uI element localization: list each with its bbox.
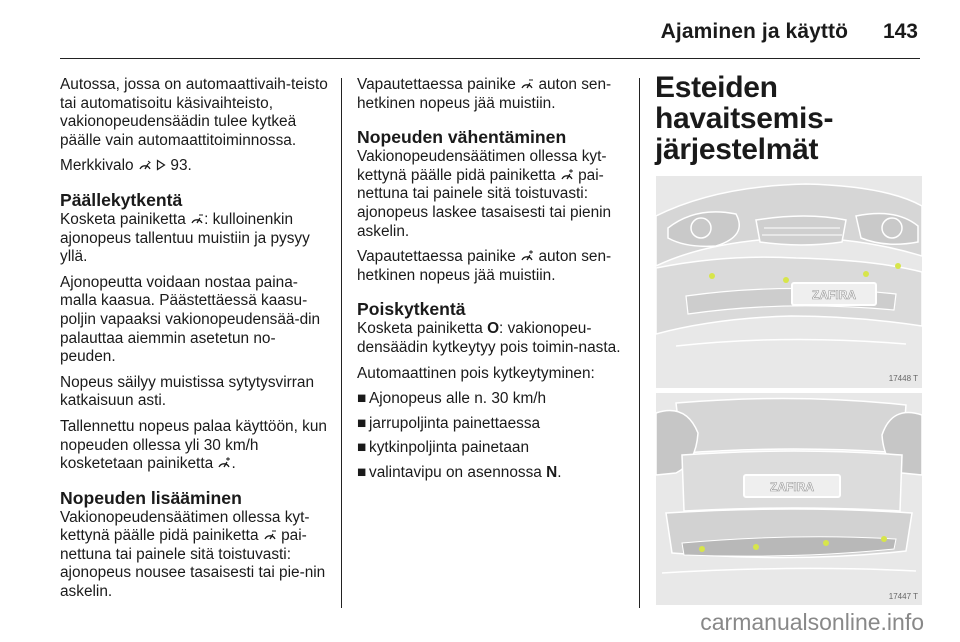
text: kytkinpoljinta painetaan bbox=[369, 439, 530, 457]
figure-code: 17447 T bbox=[888, 592, 918, 601]
figure-code: 17448 T bbox=[888, 374, 918, 383]
list-item bbox=[357, 439, 625, 458]
list-item bbox=[357, 464, 625, 483]
parking-sensor-dot bbox=[823, 540, 829, 546]
cruise-control-plus-icon bbox=[217, 457, 231, 469]
paragraph-resume bbox=[60, 418, 328, 474]
page-reference-arrow-icon bbox=[156, 159, 166, 171]
parking-sensor-dot bbox=[753, 544, 759, 550]
heading-switch-on: Päällekytkentä bbox=[60, 189, 183, 210]
column-divider-2 bbox=[639, 78, 640, 608]
text: . bbox=[557, 463, 562, 481]
paragraph-memory: Nopeus säilyy muistissa sytytysvirran katkaisuun asti. bbox=[60, 373, 315, 410]
text: Vapautettaessa painike bbox=[357, 76, 516, 93]
text: Ajonopeus alle n. 30 km/h bbox=[369, 390, 547, 408]
parking-sensor-dot bbox=[863, 271, 869, 277]
figure-rear-parking-sensors bbox=[656, 393, 922, 605]
paragraph-auto-off: Automaattinen pois kytkeytyminen: bbox=[357, 364, 595, 382]
text: Kosketa painiketta bbox=[60, 210, 186, 228]
figure-front-parking-sensors bbox=[656, 176, 922, 388]
paragraph-decrease-speed bbox=[357, 148, 625, 241]
text: . bbox=[231, 455, 236, 473]
car-rear-illustration bbox=[656, 393, 922, 605]
heading-decrease-speed: Nopeuden vähentäminen bbox=[357, 127, 567, 148]
off-button-icon: O bbox=[487, 320, 500, 338]
bullet-square-icon: ■ bbox=[357, 439, 367, 457]
parking-sensor-dot bbox=[783, 277, 789, 283]
text: auton sen-hetkinen nopeus jää muistiin. bbox=[357, 248, 612, 284]
heading-switch-off: Poiskytkentä bbox=[357, 299, 466, 320]
cruise-control-plus-icon bbox=[520, 250, 534, 262]
text: Tallennettu nopeus palaa käyttöön, kun nopeuden ollessa yli 30 km/h kosketetaan painiketta bbox=[60, 417, 327, 473]
paragraph-switch-on bbox=[60, 211, 328, 267]
paragraph-automatic-transmission: Autossa, jossa on automaattivaih-teisto tai automatisoitu käsivaihteisto, vakionopeudensäädin tulee kytkeä päälle vain automaattitoiminnossa. bbox=[60, 76, 328, 149]
cruise-control-minus-icon bbox=[190, 213, 204, 225]
section-title: Esteiden havaitsemis-järjestelmät bbox=[655, 71, 834, 166]
indicator-text: Merkkivalo bbox=[60, 157, 134, 175]
text: Vakionopeudensäätimen ollessa kyt-kettynä päälle pidä painiketta bbox=[60, 508, 310, 545]
running-title: Ajaminen ja käyttö bbox=[660, 20, 848, 43]
text: Vapautettaessa painike bbox=[357, 248, 516, 266]
text: pai-nettuna tai painele sitä toistuvasti: ajonopeus nousee tasaisesti tai pie-nin askelin. bbox=[60, 527, 326, 601]
cruise-control-minus-icon bbox=[263, 529, 277, 541]
paragraph-switch-off bbox=[357, 320, 625, 357]
heading-increase-speed: Nopeuden lisääminen bbox=[60, 487, 242, 508]
license-plate-text: ZAFIRA bbox=[770, 480, 814, 494]
cruise-control-plus-icon bbox=[560, 169, 574, 181]
text: : kulloinenkin ajonopeus tallentuu muistiin ja pysyy yllä. bbox=[60, 210, 310, 266]
column-1 bbox=[60, 76, 328, 609]
text: auton sen-hetkinen nopeus jää muistiin. bbox=[357, 76, 612, 112]
text: Vakionopeudensäätimen ollessa kyt-kettynä päälle pidä painiketta bbox=[357, 148, 607, 184]
parking-sensor-dot bbox=[699, 546, 705, 552]
column-2 bbox=[357, 76, 625, 489]
paragraph-release-store bbox=[357, 76, 625, 113]
parking-sensor-dot bbox=[895, 263, 901, 269]
text: valintavipu on asennossa bbox=[369, 463, 542, 481]
license-plate-text: ZAFIRA bbox=[812, 288, 856, 302]
car-front-illustration bbox=[656, 176, 922, 388]
list-item bbox=[357, 390, 625, 409]
list-item bbox=[357, 415, 625, 434]
bullet-square-icon: ■ bbox=[357, 390, 367, 408]
paragraph-accelerate: Ajonopeutta voidaan nostaa paina-malla kaasua. Päästettäessä kaasu-poljin vapaaksi vakionopeudensää-din palauttaa aiemmin asetetun no-peuden. bbox=[60, 273, 321, 366]
page-header bbox=[0, 0, 960, 58]
gear-position-n: N bbox=[546, 463, 558, 481]
page-number: 143 bbox=[882, 20, 918, 43]
paragraph-release-store-2 bbox=[357, 248, 625, 285]
column-divider-1 bbox=[341, 78, 342, 608]
watermark: carmanualsonline.info bbox=[700, 609, 924, 635]
auto-off-list bbox=[357, 390, 625, 482]
page-reference: 93. bbox=[170, 157, 192, 175]
paragraph-increase-speed bbox=[60, 509, 328, 602]
text: Kosketa painiketta bbox=[357, 320, 483, 338]
cruise-control-minus-icon bbox=[520, 78, 534, 90]
bullet-square-icon: ■ bbox=[357, 414, 367, 432]
bullet-square-icon: ■ bbox=[357, 463, 367, 481]
cruise-control-icon bbox=[138, 159, 152, 171]
paragraph-indicator bbox=[60, 157, 328, 176]
text: : vakionopeu-densäädin kytkeytyy pois toimin-nasta. bbox=[357, 320, 621, 356]
text: pai-nettuna tai painele sitä toistuvasti: ajonopeus laskee tasaisesti tai pienin askelin. bbox=[357, 166, 612, 240]
text: jarrupoljinta painettaessa bbox=[369, 414, 541, 432]
header-rule bbox=[60, 58, 920, 59]
parking-sensor-dot bbox=[709, 273, 715, 279]
parking-sensor-dot bbox=[881, 536, 887, 542]
